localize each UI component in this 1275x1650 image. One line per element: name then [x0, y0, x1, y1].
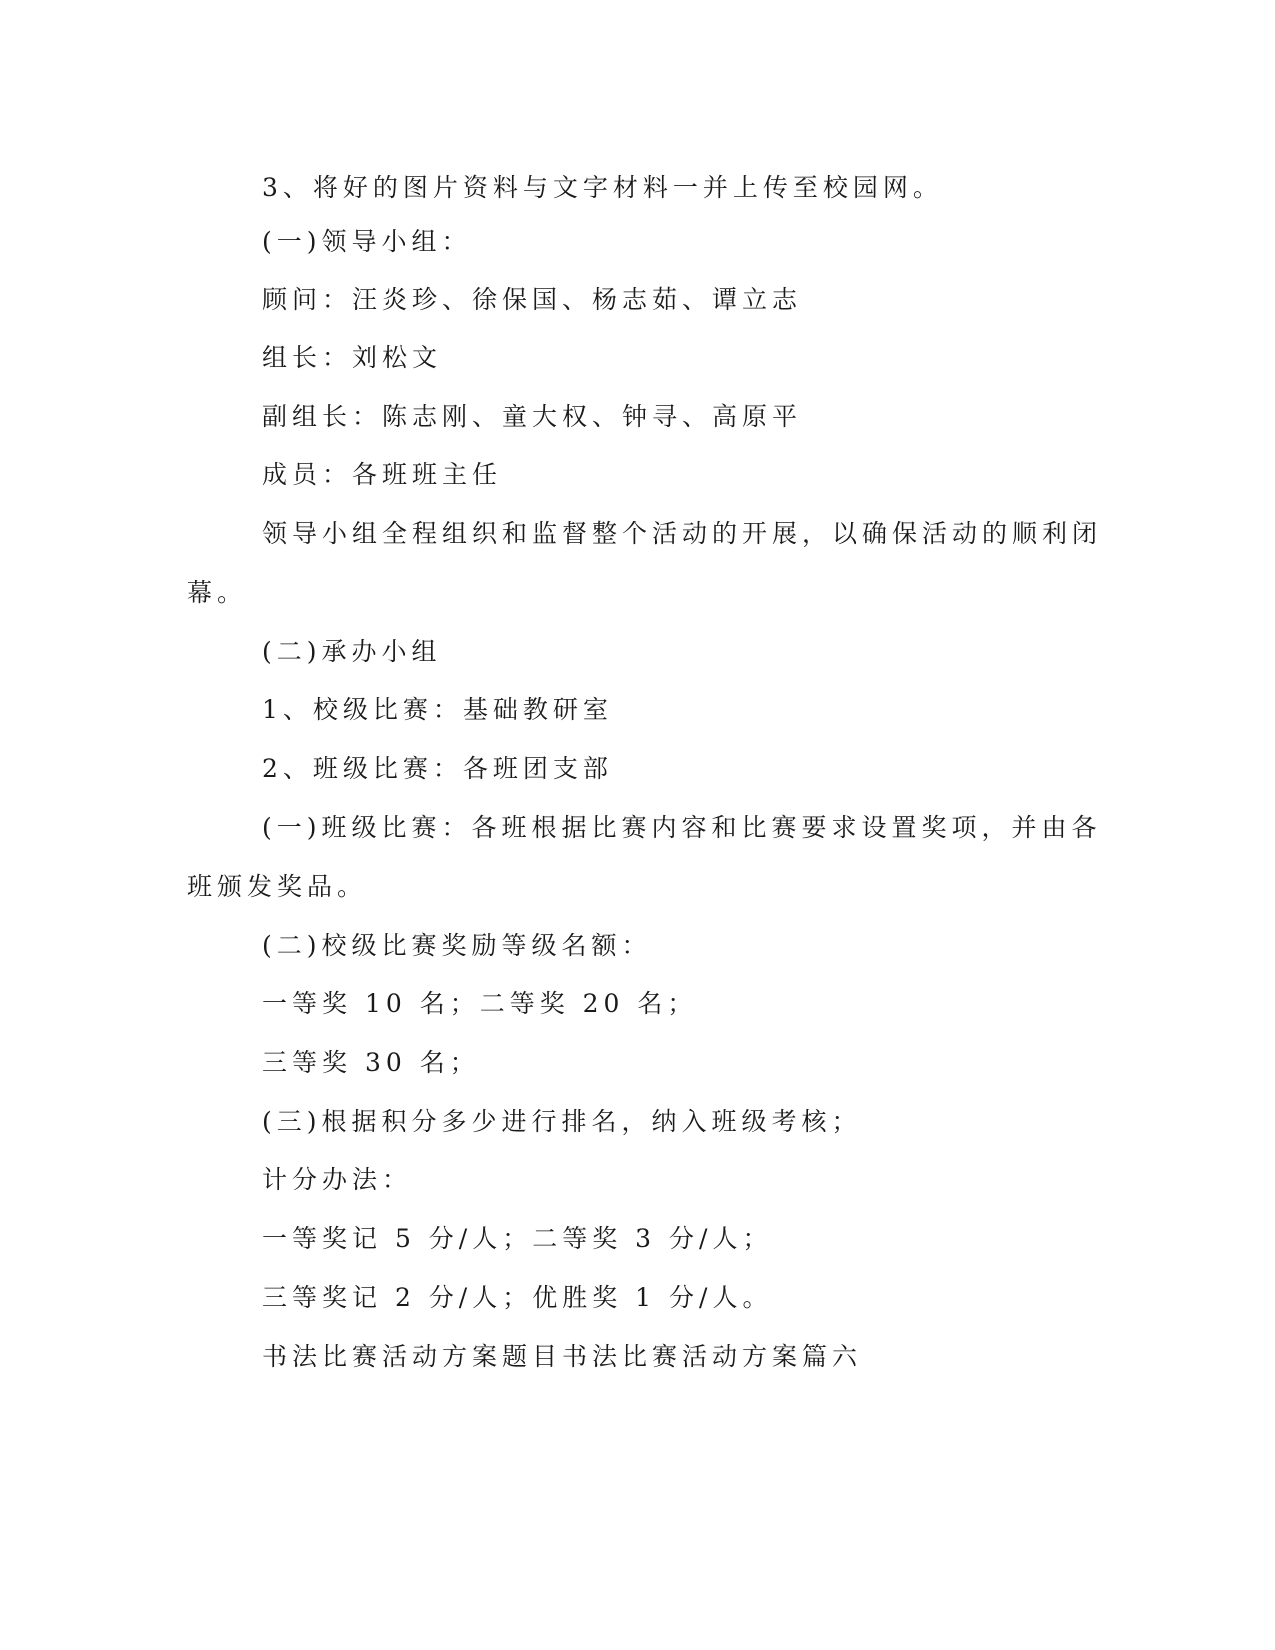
paragraph-line: 三等奖 30 名；: [262, 1048, 480, 1077]
paragraph-line: (一)班级比赛：各班根据比赛内容和比赛要求设置奖项，并由各: [262, 813, 1102, 842]
section-heading: (二)承办小组: [262, 637, 442, 666]
paragraph-line: 1、校级比赛：基础教研室: [262, 695, 613, 724]
paragraph-continuation: 班颁发奖品。: [187, 872, 368, 901]
paragraph-line: 三等奖记 2 分/人；优胜奖 1 分/人。: [262, 1283, 773, 1312]
paragraph-line: 一等奖 10 名；二等奖 20 名；: [262, 989, 698, 1018]
paragraph-line: 计分办法：: [262, 1165, 413, 1194]
paragraph-line: 一等奖记 5 分/人；二等奖 3 分/人；: [262, 1224, 773, 1253]
section-heading: (一)领导小组：: [262, 227, 472, 256]
section-heading: (三)根据积分多少进行排名，纳入班级考核；: [262, 1107, 862, 1136]
paragraph-continuation: 幕。: [187, 578, 248, 607]
section-title: 书法比赛活动方案题目书法比赛活动方案篇六: [262, 1342, 863, 1371]
paragraph-line: 副组长：陈志刚、童大权、钟寻、高原平: [262, 402, 803, 431]
paragraph-line: 领导小组全程组织和监督整个活动的开展，以确保活动的顺利闭: [262, 519, 1103, 548]
paragraph-line: 2、班级比赛：各班团支部: [262, 754, 613, 783]
paragraph-line: 3、将好的图片资料与文字材料一并上传至校园网。: [262, 173, 943, 202]
paragraph-line: 成员：各班班主任: [262, 460, 503, 489]
paragraph-line: 组长：刘松文: [262, 343, 443, 372]
paragraph-line: 顾问：汪炎珍、徐保国、杨志茹、谭立志: [262, 285, 803, 314]
section-heading: (二)校级比赛奖励等级名额：: [262, 931, 652, 960]
